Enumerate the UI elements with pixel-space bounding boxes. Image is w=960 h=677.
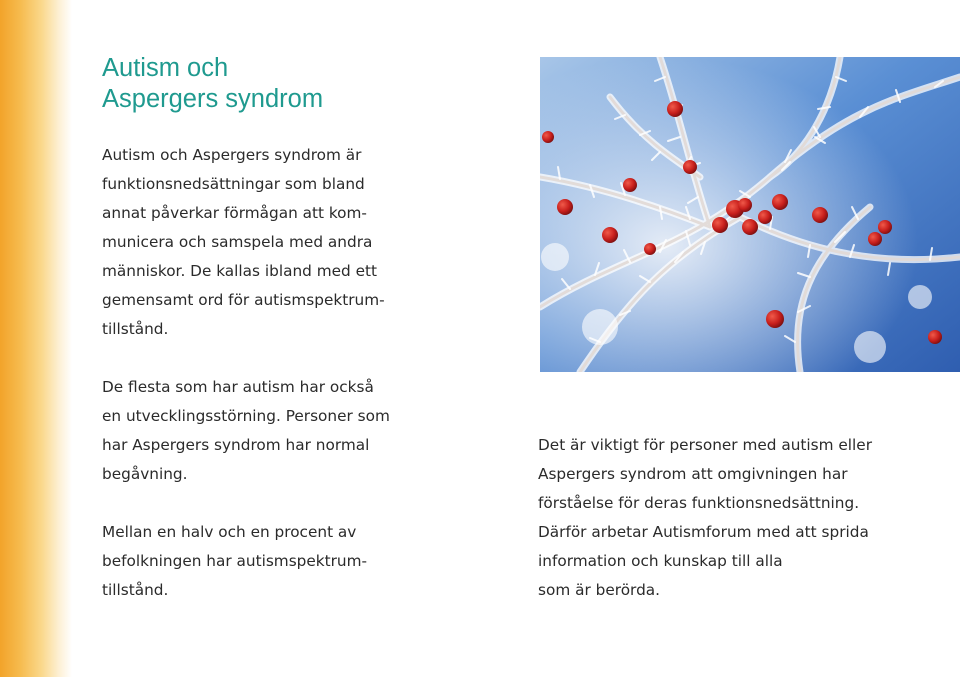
text-line: gemensamt ord för autismspektrum- [102,291,385,309]
text-line: förståelse för deras funktionsnedsättning. [538,494,860,512]
text-line: funktionsnedsättningar som bland [102,175,365,193]
text-line: municera och samspela med andra [102,233,373,251]
prevalence-paragraph [102,518,367,605]
text-line: en utvecklingsstörning. Personer som [102,407,390,425]
text-line: tillstånd. [102,581,169,599]
text-line: information och kunskap till alla [538,552,783,570]
decorative-edge-stripe [0,0,72,677]
text-line: som är berörda. [538,581,661,599]
text-line: människor. De kallas ibland med ett [102,262,378,280]
text-line: De flesta som har autism har också [102,378,374,396]
text-line: Autism och Aspergers syndrom är [102,146,362,164]
text-line: begåvning. [102,465,188,483]
text-line: Aspergers syndrom att omgivningen har [538,465,848,483]
title-line: Autism och [102,54,229,82]
intro-paragraph [102,141,385,344]
text-line: annat påverkar förmågan att kom- [102,204,367,222]
page-title [102,53,323,115]
frosted-rosehip-photo [540,57,960,372]
text-line: Det är viktigt för personer med autism eller [538,436,872,454]
text-line: Därför arbetar Autismforum med att sprida [538,523,869,541]
developmental-paragraph [102,373,390,489]
mission-paragraph [538,431,872,605]
text-line: tillstånd. [102,320,169,338]
text-line: har Aspergers syndrom har normal [102,436,370,454]
text-line: befolkningen har autismspektrum- [102,552,368,570]
title-line: Aspergers syndrom [102,85,324,113]
photo-illustration [540,57,960,372]
text-line: Mellan en halv och en procent av [102,523,357,541]
